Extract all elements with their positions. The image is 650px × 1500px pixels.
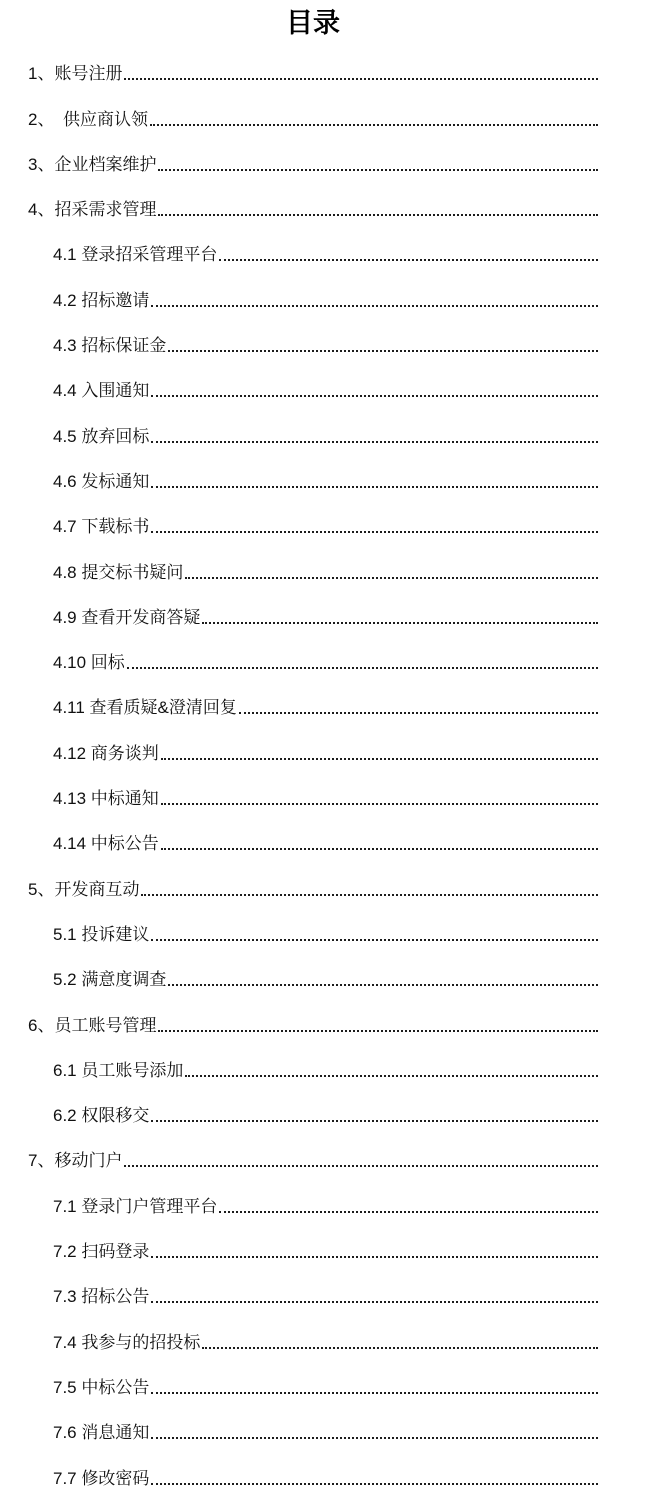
toc-entry[interactable] <box>28 860 598 905</box>
toc-dot-leader <box>151 1301 598 1303</box>
toc-entry[interactable] <box>28 679 598 724</box>
toc-entry[interactable] <box>28 951 598 996</box>
toc-dot-leader <box>161 848 598 850</box>
toc-dot-leader <box>185 577 598 579</box>
toc-dot-leader <box>168 350 598 352</box>
toc-entry-label: 1、账号注册 <box>28 64 123 84</box>
toc-entry-label: 7.6 消息通知 <box>53 1423 150 1443</box>
toc-entry-label: 4.11 查看质疑&澄清回复 <box>53 698 237 718</box>
toc-dot-leader <box>150 124 598 126</box>
toc-dot-leader <box>151 939 598 941</box>
toc-entry-label: 4.3 招标保证金 <box>53 336 167 356</box>
toc-entry[interactable] <box>28 453 598 498</box>
toc-dot-leader <box>158 1030 598 1032</box>
toc-entry[interactable] <box>28 136 598 181</box>
toc-dot-leader <box>151 1437 598 1439</box>
toc-entry-label: 2、 供应商认领 <box>28 109 148 129</box>
toc-entry[interactable] <box>28 724 598 769</box>
toc-dot-leader <box>202 622 598 624</box>
toc-entry[interactable] <box>28 770 598 815</box>
toc-entry-label: 6、员工账号管理 <box>28 1015 157 1035</box>
toc-entry[interactable] <box>28 1359 598 1404</box>
toc-entry-label: 4.7 下载标书 <box>53 517 150 537</box>
toc-dot-leader <box>202 1347 598 1349</box>
toc-dot-leader <box>151 1392 598 1394</box>
toc-entry-label: 4.8 提交标书疑问 <box>53 562 184 582</box>
toc-entry-label: 4.10 回标 <box>53 653 125 673</box>
toc-entry-label: 4.6 发标通知 <box>53 471 150 491</box>
toc-entry-label: 7.4 我参与的招投标 <box>53 1332 201 1352</box>
toc-entry[interactable] <box>28 181 598 226</box>
toc-entry-label: 3、企业档案维护 <box>28 154 157 174</box>
toc-dot-leader <box>219 1211 598 1213</box>
toc-dot-leader <box>124 78 598 80</box>
toc-entry[interactable] <box>28 634 598 679</box>
toc-entry[interactable] <box>28 1404 598 1449</box>
toc-entry[interactable] <box>28 543 598 588</box>
toc-entry[interactable] <box>28 996 598 1041</box>
toc-entry-label: 5、开发商互动 <box>28 879 140 899</box>
toc-entry[interactable] <box>28 362 598 407</box>
toc-dot-leader <box>161 758 598 760</box>
toc-list <box>28 45 598 1495</box>
toc-dot-leader <box>151 395 598 397</box>
toc-entry-label: 6.2 权限移交 <box>53 1106 150 1126</box>
toc-dot-leader <box>168 984 598 986</box>
toc-entry[interactable] <box>28 271 598 316</box>
toc-dot-leader <box>151 305 598 307</box>
toc-dot-leader <box>239 712 598 714</box>
toc-entry-label: 7.3 招标公告 <box>53 1287 150 1307</box>
toc-entry[interactable] <box>28 90 598 135</box>
toc-entry[interactable] <box>28 1449 598 1494</box>
toc-entry-label: 7.1 登录门户管理平台 <box>53 1196 218 1216</box>
toc-entry[interactable] <box>28 1223 598 1268</box>
toc-entry[interactable] <box>28 407 598 452</box>
toc-entry[interactable] <box>28 815 598 860</box>
toc-entry[interactable] <box>28 498 598 543</box>
toc-entry[interactable] <box>28 1042 598 1087</box>
toc-entry-label: 4、招采需求管理 <box>28 200 157 220</box>
toc-dot-leader <box>151 531 598 533</box>
toc-entry-label: 5.1 投诉建议 <box>53 924 150 944</box>
toc-entry[interactable] <box>28 1132 598 1177</box>
toc-entry[interactable] <box>28 317 598 362</box>
toc-dot-leader <box>219 259 598 261</box>
toc-dot-leader <box>161 803 598 805</box>
toc-entry[interactable] <box>28 226 598 271</box>
toc-dot-leader <box>151 1256 598 1258</box>
toc-entry-label: 6.1 员工账号添加 <box>53 1060 184 1080</box>
page-title: 目录 <box>286 8 340 38</box>
toc-entry-label: 4.14 中标公告 <box>53 834 159 854</box>
toc-entry-label: 7.2 扫码登录 <box>53 1242 150 1262</box>
toc-entry[interactable] <box>28 1313 598 1358</box>
toc-entry-label: 4.2 招标邀请 <box>53 290 150 310</box>
toc-dot-leader <box>151 441 598 443</box>
toc-dot-leader <box>158 169 598 171</box>
toc-dot-leader <box>151 1483 598 1485</box>
toc-entry[interactable] <box>28 906 598 951</box>
toc-entry[interactable] <box>28 589 598 634</box>
toc-dot-leader <box>185 1075 598 1077</box>
toc-entry-label: 4.9 查看开发商答疑 <box>53 607 201 627</box>
toc-dot-leader <box>158 214 598 216</box>
toc-entry-label: 5.2 满意度调查 <box>53 970 167 990</box>
toc-entry-label: 4.13 中标通知 <box>53 789 159 809</box>
toc-entry-label: 4.4 入围通知 <box>53 381 150 401</box>
toc-dot-leader <box>124 1165 598 1167</box>
toc-entry[interactable] <box>28 1087 598 1132</box>
toc-entry-label: 7.5 中标公告 <box>53 1377 150 1397</box>
toc-entry-label: 4.5 放弃回标 <box>53 426 150 446</box>
toc-entry[interactable] <box>28 1177 598 1222</box>
toc-dot-leader <box>127 667 598 669</box>
toc-entry-label: 4.12 商务谈判 <box>53 743 159 763</box>
toc-dot-leader <box>151 486 598 488</box>
toc-dot-leader <box>151 1120 598 1122</box>
toc-entry[interactable] <box>28 45 598 90</box>
toc-entry-label: 7、移动门户 <box>28 1151 123 1171</box>
toc-dot-leader <box>141 894 598 896</box>
toc-entry-label: 7.7 修改密码 <box>53 1468 150 1488</box>
toc-entry[interactable] <box>28 1268 598 1313</box>
toc-entry-label: 4.1 登录招采管理平台 <box>53 245 218 265</box>
